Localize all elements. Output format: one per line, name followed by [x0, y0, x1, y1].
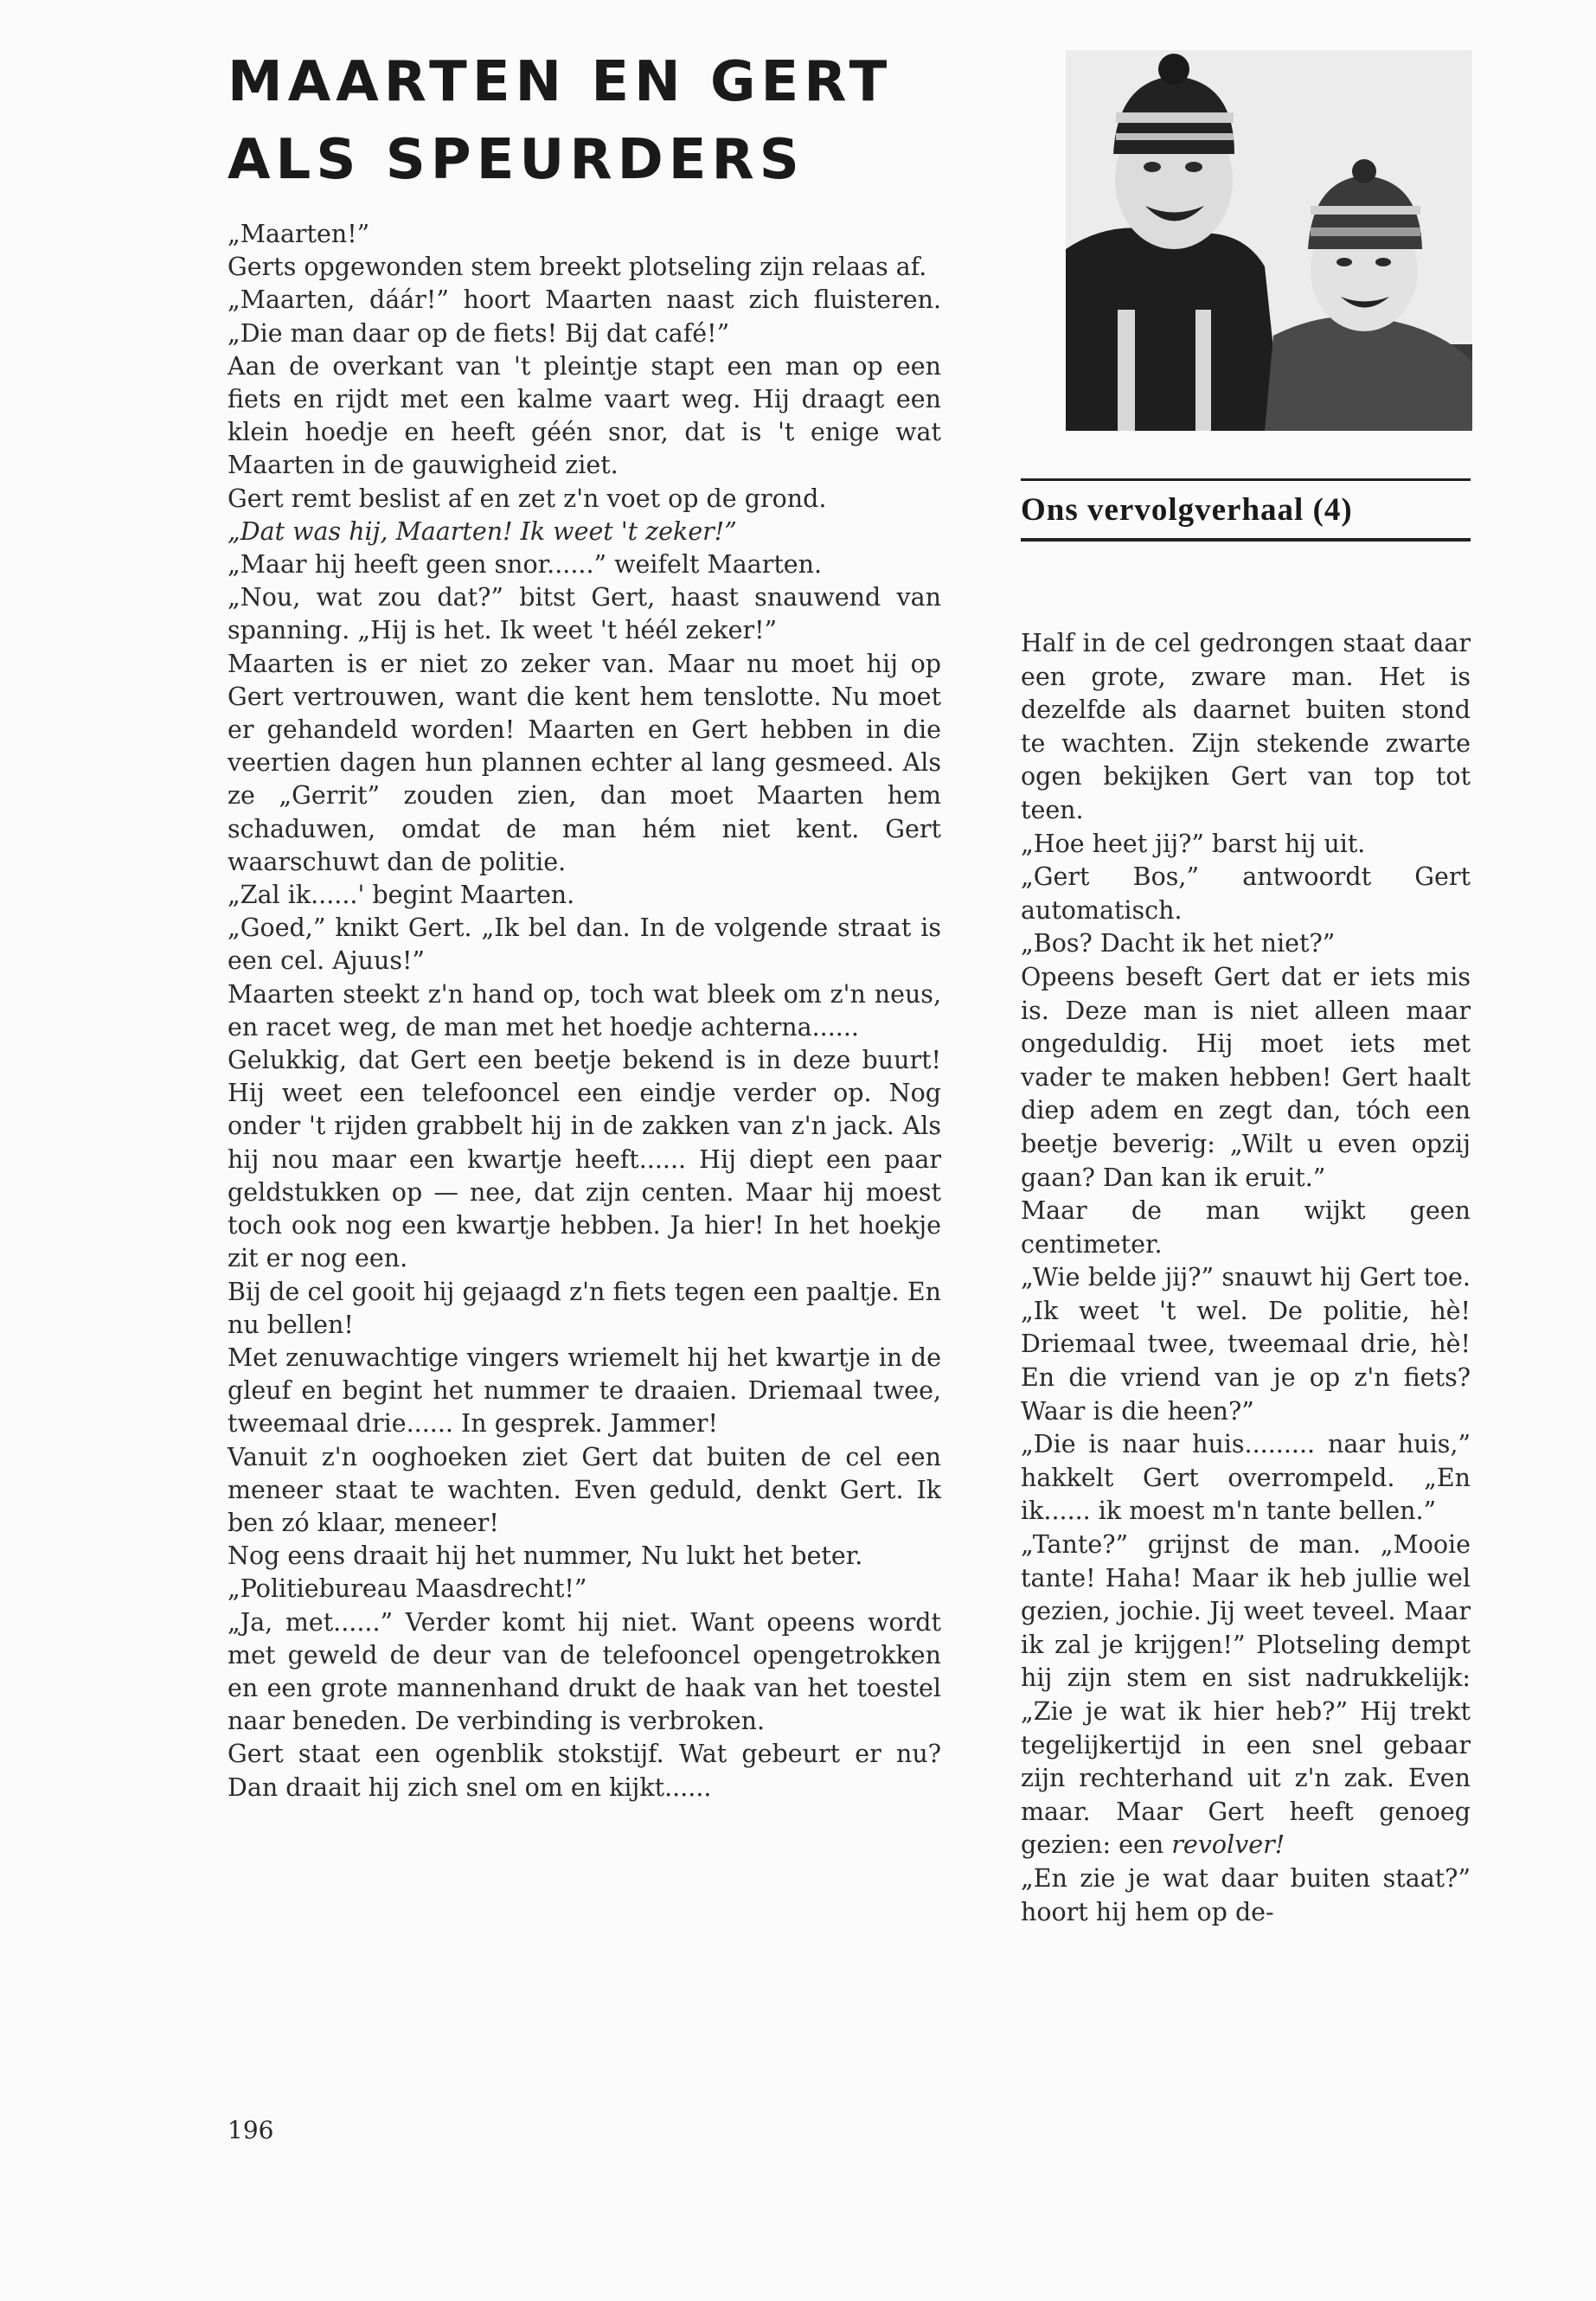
paragraph-text: Opeens beseft Gert dat er iets mis is. Deze man is niet alleen maar ongeduldig. Hij moet iets met vader te maken hebben! Gert haalt diep adem en zegt dan, tóch een beetje beverig: „Wilt u even opzij gaan? Dan kan ik eruit.” [1021, 962, 1471, 1192]
paragraph-text: „Tante?” grijnst de man. „Mooie tante! Haha! Maar ik heb jullie wel gezien, jochie. Jij weet teveel. Maar ik zal je krijgen!” Plotseling dempt hij zijn stem en sist nadrukkelijk: „Zie je wat ik hier heb?” Hij trekt tegelijkertijd in een snel gebaar zijn rechterhand uit z'n zak. Even maar. Maar Gert heeft genoeg gezien: een [1021, 1530, 1471, 1860]
paragraph-text: Maar de man wijkt geen centimeter. [1021, 1196, 1471, 1259]
paragraph [228, 1276, 941, 1342]
paragraph [228, 1540, 941, 1573]
right-text-column [1021, 627, 1471, 1929]
paragraph [228, 516, 941, 548]
paragraph [228, 1573, 941, 1606]
story-title-line-2: ALS SPEURDERS [228, 128, 804, 192]
story-title-line-1: MAARTEN EN GERT [228, 50, 893, 114]
paragraph [1021, 1195, 1471, 1261]
paragraph [1021, 1529, 1471, 1862]
paragraph-italic-text: revolver! [1171, 1830, 1285, 1860]
paragraph-text: „Wie belde jij?” snauwt hij Gert toe. „Ik weet 't wel. De politie, hè! Driemaal twee, tweemaal drie, hè! En die vriend van je op z'n fiets? Waar is die heen?” [1021, 1263, 1471, 1426]
paragraph-text: „Goed,” knikt Gert. „Ik bel dan. In de volgende straat is een cel. Ajuus!” [228, 913, 941, 976]
paragraph [1021, 1428, 1471, 1529]
paragraph-text: „Ja, met......” Verder komt hij niet. Want opeens wordt met geweld de deur van de telefooncel opengetrokken en een grote mannenhand drukt de haak van het toestel naar beneden. De verbinding is verbroken. [228, 1607, 941, 1736]
paragraph-text: Met zenuwachtige vingers wriemelt hij het kwartje in de gleuf en begint het nummer te draaien. Driemaal twee, tweemaal drie...... In gesprek. Jammer! [228, 1343, 941, 1439]
paragraph [228, 1738, 941, 1804]
paragraph [228, 218, 941, 251]
paragraph-text: Nog eens draait hij het nummer, Nu lukt het beter. [228, 1541, 863, 1571]
paragraph-text: „Dat was hij, Maarten! Ik weet 't zeker!” [228, 516, 737, 546]
paragraph-text: „Hoe heet jij?” barst hij uit. [1021, 829, 1366, 858]
paragraph [228, 912, 941, 977]
page-number: 196 [228, 2116, 274, 2144]
paragraph [1021, 861, 1471, 927]
paragraph [1021, 1862, 1471, 1929]
paragraph-text: „Maarten, dáár!” hoort Maarten naast zich fluisteren. „Die man daar op de fiets! Bij dat café!” [228, 285, 941, 348]
photo-two-boys-in-knitted-caps-icon [1066, 50, 1472, 431]
paragraph-text: Maarten steekt z'n hand op, toch wat bleek om z'n neus, en racet weg, de man met het hoedje achterna...... [228, 979, 941, 1042]
paragraph-text: „Politiebureau Maasdrecht!” [228, 1574, 587, 1604]
paragraph [228, 548, 941, 581]
serial-rule-bottom [1021, 538, 1471, 542]
paragraph-text: „Nou, wat zou dat?” bitst Gert, haast snauwend van spanning. „Hij is het. Ik weet 't héél zeker!” [228, 583, 941, 645]
paragraph [228, 581, 941, 647]
paragraph-text: Gert staat een ogenblik stokstijf. Wat gebeurt er nu? Dan draait hij zich snel om en kijkt...... [228, 1740, 941, 1802]
paragraph-text: „Die is naar huis......... naar huis,” hakkelt Gert overrompeld. „En ik...... ik moest m'n tante bellen.” [1021, 1430, 1471, 1526]
left-text-column [228, 218, 941, 1804]
paragraph-text: Half in de cel gedrongen staat daar een grote, zware man. Het is dezelfde als daarnet buiten stond te wachten. Zijn stekende zwarte ogen bekijken Gert van top tot teen. [1021, 629, 1471, 824]
serial-label: Ons vervolgverhaal (4) [1021, 492, 1353, 528]
paragraph-text: Aan de overkant van 't pleintje stapt een man op een fiets en rijdt met een kalme vaart weg. Hij draagt een klein hoedje en heeft géén snor, dat is 't enige wat Maarten in de gauwigheid ziet. [228, 351, 941, 480]
paragraph-text: Gert remt beslist af en zet z'n voet op de grond. [228, 484, 827, 513]
paragraph [1021, 1261, 1471, 1428]
paragraph [228, 1044, 941, 1275]
paragraph-text: „Maar hij heeft geen snor......” weifelt Maarten. [228, 550, 823, 580]
paragraph [228, 483, 941, 516]
paragraph-text: Gelukkig, dat Gert een beetje bekend is in deze buurt! Hij weet een telefooncel een eindje verder op. Nog onder 't rijden grabbelt hij in de zakken van z'n jack. Als hij nou maar een kwartje heeft...... Hij diept een paar geldstukken op — nee, dat zijn centen. Maar hij moest toch ook nog een kwartje hebben. Ja hier! In het hoekje zit er nog een. [228, 1046, 941, 1273]
paragraph [228, 350, 941, 483]
paragraph [228, 284, 941, 349]
paragraph-text: „Maarten!” [228, 220, 370, 248]
paragraph-text: „Bos? Dacht ik het niet?” [1021, 929, 1336, 958]
paragraph-text: „Zal ik......' begint Maarten. [228, 881, 575, 910]
paragraph [1021, 627, 1471, 828]
paragraph-text: „En zie je wat daar buiten staat?” hoort hij hem op de- [1021, 1863, 1471, 1926]
paragraph [1021, 828, 1471, 862]
serial-rule-top [1021, 478, 1471, 481]
photo-two-boys [1066, 50, 1472, 431]
story-title [228, 43, 971, 199]
paragraph-text: Maarten is er niet zo zeker van. Maar nu moet hij op Gert vertrouwen, want die kent hem tenslotte. Nu moet er gehandeld worden! Maarten en Gert hebben in die veertien dagen hun plannen echter al lang gesmeed. Als ze „Gerrit” zouden zien, dan moet Maarten hem schaduwen, omdat de man hém niet kent. Gert waarschuwt dan de politie. [228, 649, 941, 876]
paragraph [228, 251, 941, 284]
paragraph [228, 648, 941, 879]
paragraph [228, 879, 941, 912]
paragraph [228, 978, 941, 1044]
paragraph [1021, 927, 1471, 961]
paragraph [228, 1441, 941, 1541]
paragraph [228, 1606, 941, 1739]
paragraph-text: Bij de cel gooit hij gejaagd z'n fiets tegen een paaltje. En nu bellen! [228, 1277, 941, 1339]
paragraph-text: „Gert Bos,” antwoordt Gert automatisch. [1021, 862, 1471, 925]
paragraph-text: Gerts opgewonden stem breekt plotseling zijn relaas af. [228, 253, 927, 282]
paragraph-text: Vanuit z'n ooghoeken ziet Gert dat buiten de cel een meneer staat te wachten. Even geduld, denkt Gert. Ik ben zó klaar, meneer! [228, 1442, 941, 1537]
paragraph [228, 1342, 941, 1441]
paragraph [1021, 961, 1471, 1195]
